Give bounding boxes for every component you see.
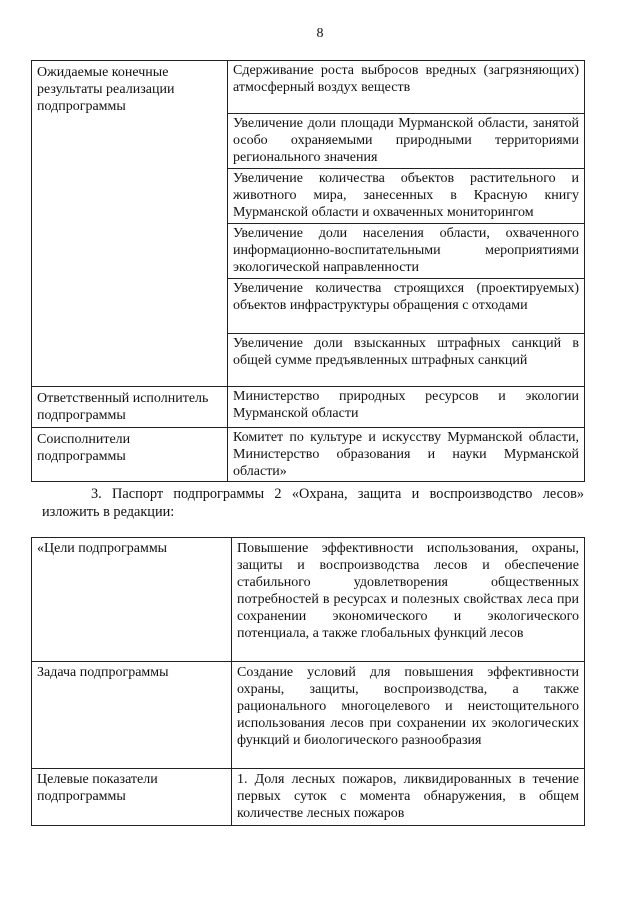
table-row xyxy=(32,61,585,114)
responsible-executor-value: Министерство природных ресурсов и экологии Мурманской области xyxy=(228,387,585,428)
target-indicators-label: Целевые показатели подпрограммы xyxy=(32,769,232,826)
expected-result-item: Увеличение доли площади Мурманской области, занятой особо охраняемыми природными территориями регионального значения xyxy=(228,114,585,169)
page-number: 8 xyxy=(316,26,324,41)
paragraph-line-1: 3. Паспорт подпрограммы 2 «Охрана, защита и воспроизводство лесов» xyxy=(91,486,584,502)
coexecutors-label: Соисполнители подпрограммы xyxy=(32,428,228,482)
expected-results-label: Ожидаемые конечные результаты реализации подпрограммы xyxy=(32,61,228,387)
expected-result-item: Сдерживание роста выбросов вредных (загрязняющих) атмосферный воздух веществ xyxy=(228,61,585,114)
paragraph-line-2: изложить в редакции: xyxy=(42,504,175,520)
table-row xyxy=(32,538,585,662)
subprogram-2-passport-table xyxy=(31,537,585,826)
amendment-paragraph xyxy=(42,485,584,521)
goals-label: «Цели подпрограммы xyxy=(32,538,232,662)
task-label: Задача подпрограммы xyxy=(32,662,232,769)
responsible-executor-label: Ответственный исполнитель подпрограммы xyxy=(32,387,228,428)
table-row xyxy=(32,662,585,769)
goals-value: Повышение эффективности использования, охраны, защиты и воспроизводства лесов и обеспечение стабильного удовлетворения общественных потребностей в ресурсах и полезных свойствах леса при сохранении экономического и экологического потенциала, а также глобальных функций лесов xyxy=(232,538,585,662)
table-row xyxy=(32,769,585,826)
expected-result-item: Увеличение доли взысканных штрафных санкций в общей сумме предъявленных штрафных санкций xyxy=(228,334,585,387)
expected-result-item: Увеличение доли населения области, охваченного информационно-воспитательными мероприятиями экологической направленности xyxy=(228,224,585,279)
expected-result-item: Увеличение количества объектов растительного и животного мира, занесенных в Красную книгу Мурманской области и охваченных мониторингом xyxy=(228,169,585,224)
table-row xyxy=(32,428,585,482)
subprogram-1-passport-table xyxy=(31,60,585,482)
coexecutors-value: Комитет по культуре и искусству Мурманской области, Министерство образования и науки Мурманской области» xyxy=(228,428,585,482)
expected-result-item: Увеличение количества строящихся (проектируемых) объектов инфраструктуры обращения с отходами xyxy=(228,279,585,334)
table-row xyxy=(32,387,585,428)
task-value: Создание условий для повышения эффективности охраны, защиты, воспроизводства, а также рационального многоцелевого и неистощительного использования лесов при сохранении их экологических функций и биологического разнообразия xyxy=(232,662,585,769)
target-indicators-value: 1. Доля лесных пожаров, ликвидированных в течение первых суток с момента обнаружения, в общем количестве лесных пожаров xyxy=(232,769,585,826)
